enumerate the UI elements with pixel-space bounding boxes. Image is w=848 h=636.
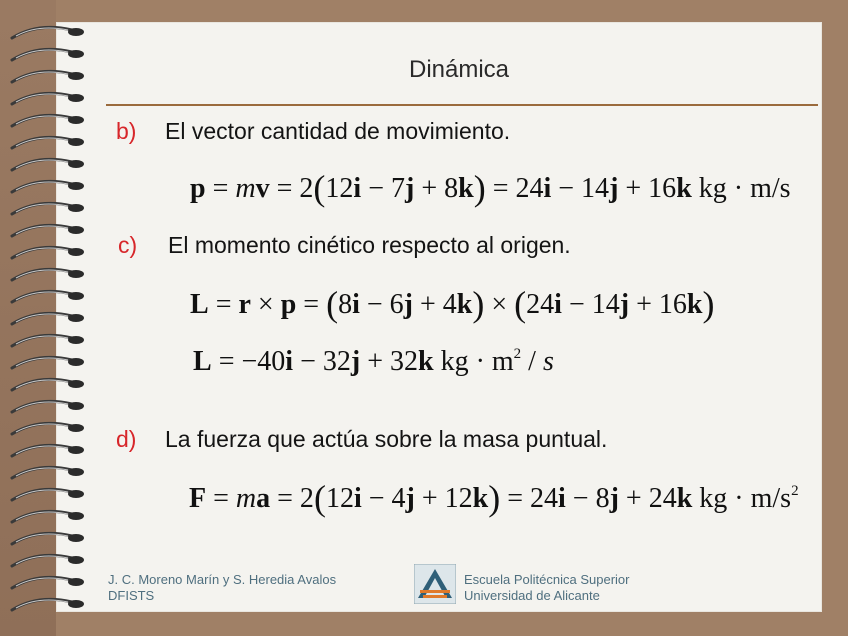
spiral-ring <box>12 27 84 38</box>
title-divider <box>106 104 818 106</box>
department-text: DFISTS <box>108 588 155 603</box>
spiral-ring <box>12 357 84 368</box>
footer-institution <box>464 572 629 604</box>
item-label-d: d) <box>116 426 137 452</box>
spiral-ring <box>12 555 84 566</box>
item-label-b: b) <box>116 118 137 144</box>
spiral-ring <box>12 533 84 544</box>
spiral-ring <box>12 313 84 324</box>
school-text: Escuela Politécnica Superior <box>464 572 630 587</box>
spiral-ring <box>12 511 84 522</box>
spiral-ring <box>12 467 84 478</box>
equation-c1: L = r × p = (8i − 6j + 4k) × (24i − 14j + 16k) <box>190 284 715 324</box>
spiral-ring <box>12 379 84 390</box>
spiral-ring <box>12 159 84 170</box>
university-text: Universidad de Alicante <box>464 588 600 603</box>
spiral-ring <box>12 93 84 104</box>
slide-title: Dinámica <box>408 56 510 83</box>
item-label-c: c) <box>118 232 138 258</box>
equation-d: F = ma = 2(12i − 4j + 12k) = 24i − 8j + 24k kg · $m/s^2$ <box>189 478 799 518</box>
equation-c2: L = −40i − 32j + 32k kg · $m^2$ / s <box>193 346 554 377</box>
spiral-ring <box>12 225 84 236</box>
university-logo-icon <box>414 564 456 604</box>
spiral-ring <box>12 489 84 500</box>
spiral-ring <box>12 291 84 302</box>
item-text-b: El vector cantidad de movimiento. <box>165 118 511 144</box>
spiral-ring <box>12 181 84 192</box>
spiral-ring <box>12 445 84 456</box>
equation-b: p = mv = 2(12i − 7j + 8k) = 24i − 14j + 16k kg · m/s <box>190 168 791 208</box>
authors-text: J. C. Moreno Marín y S. Heredia Avalos <box>108 572 337 587</box>
spiral-ring <box>12 401 84 412</box>
item-text-d: La fuerza que actúa sobre la masa puntual. <box>165 426 608 452</box>
spiral-ring <box>12 203 84 214</box>
footer-authors <box>108 572 336 604</box>
item-text-c: El momento cinético respecto al origen. <box>168 232 571 258</box>
spiral-ring <box>12 599 84 610</box>
spiral-ring <box>12 335 84 346</box>
spiral-ring <box>12 577 84 588</box>
spiral-ring <box>12 247 84 258</box>
spiral-ring <box>12 115 84 126</box>
spiral-ring <box>12 137 84 148</box>
spiral-ring <box>12 269 84 280</box>
spiral-ring <box>12 423 84 434</box>
spiral-binding-icon <box>8 18 98 618</box>
